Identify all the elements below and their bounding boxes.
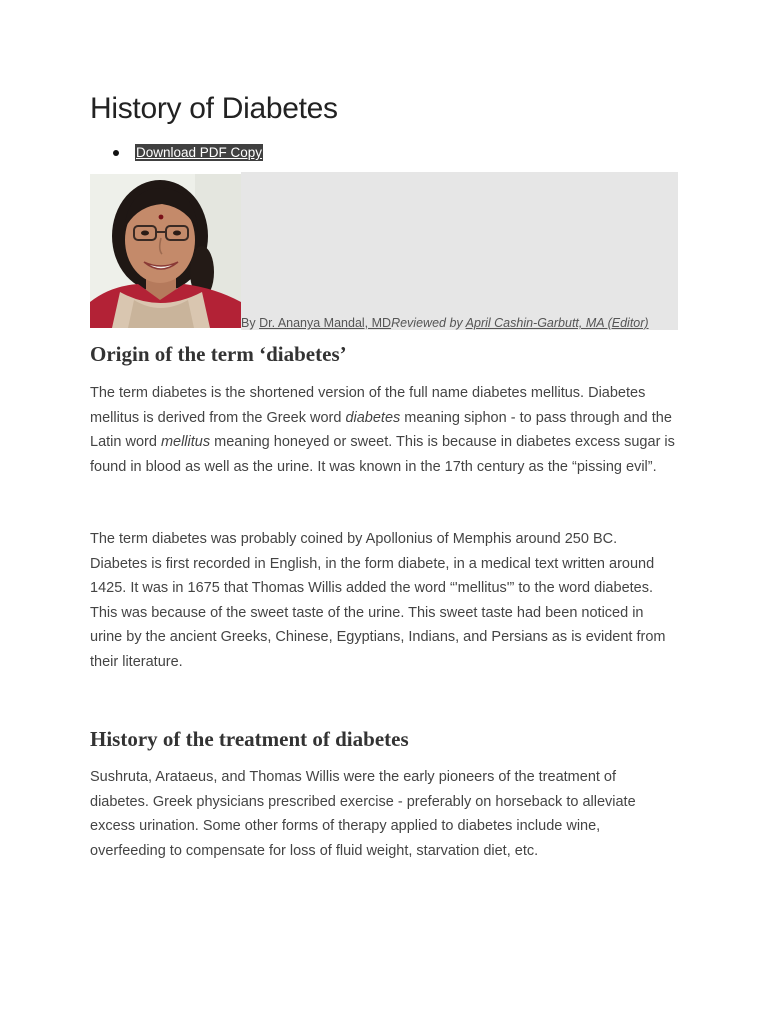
section-heading-treatment: History of the treatment of diabetes (90, 727, 409, 751)
article (90, 0, 678, 1024)
paragraph-treatment-1: Sushruta, Arataeus, and Thomas Willis were the early pioneers of the treatment of diabetes. Greek physicians prescribed exercise - preferably on horseback to alleviate excess urination. Some other forms of therapy applied to diabetes include wine, overfeeding to compensate for loss of fluid weight, starvation diet, etc. (90, 769, 636, 859)
paragraph-emphasis: diabetes (345, 409, 401, 426)
paragraph-text: The term diabetes is the shortened version of the full name diabetes mellitus. Diabetes mellitus is derived from the Greek word (90, 385, 646, 426)
paragraph-origin-1 (90, 381, 678, 479)
paragraph-emphasis: mellitus (160, 434, 211, 450)
download-list (90, 144, 263, 164)
paragraph-text: meaning siphon - to pass through and the Latin word (90, 409, 672, 450)
byline-by: By (241, 316, 260, 330)
author-block (90, 172, 678, 330)
byline (241, 316, 649, 331)
bullet-icon (113, 150, 119, 156)
paragraph-text: meaning honeyed or sweet. This is because in diabetes excess sugar is found in blood as well as the urine. It was known in the 17th century as the “pissing evil”. (90, 434, 675, 475)
author-photo-icon (90, 174, 241, 328)
page-title: History of Diabetes (90, 92, 338, 125)
reviewed-by-label: Reviewed by (391, 316, 466, 330)
author-link[interactable]: Dr. Ananya Mandal, MD (259, 316, 392, 330)
reviewer-link[interactable]: April Cashin-Garbutt, MA (Editor) (465, 316, 649, 330)
list-item (90, 144, 263, 164)
ad-placeholder (241, 172, 678, 330)
download-pdf-link[interactable]: Download PDF Copy (136, 145, 263, 160)
paragraph-origin-2: The term diabetes was probably coined by Apollonius of Memphis around 250 BC. Diabetes is first recorded in English, in the form diabete, in a medical text written around 1425. It was in 1675 that Thomas Willis added the word “'mellitus'” to the word diabetes. This was because of the sweet taste of the urine. This sweet taste had been noticed in urine by the ancient Greeks, Chinese, Egyptians, Indians, and Persians as is evident from their literature. (90, 531, 666, 670)
author-avatar (90, 174, 241, 328)
section-heading-origin: Origin of the term ‘diabetes’ (90, 342, 347, 366)
